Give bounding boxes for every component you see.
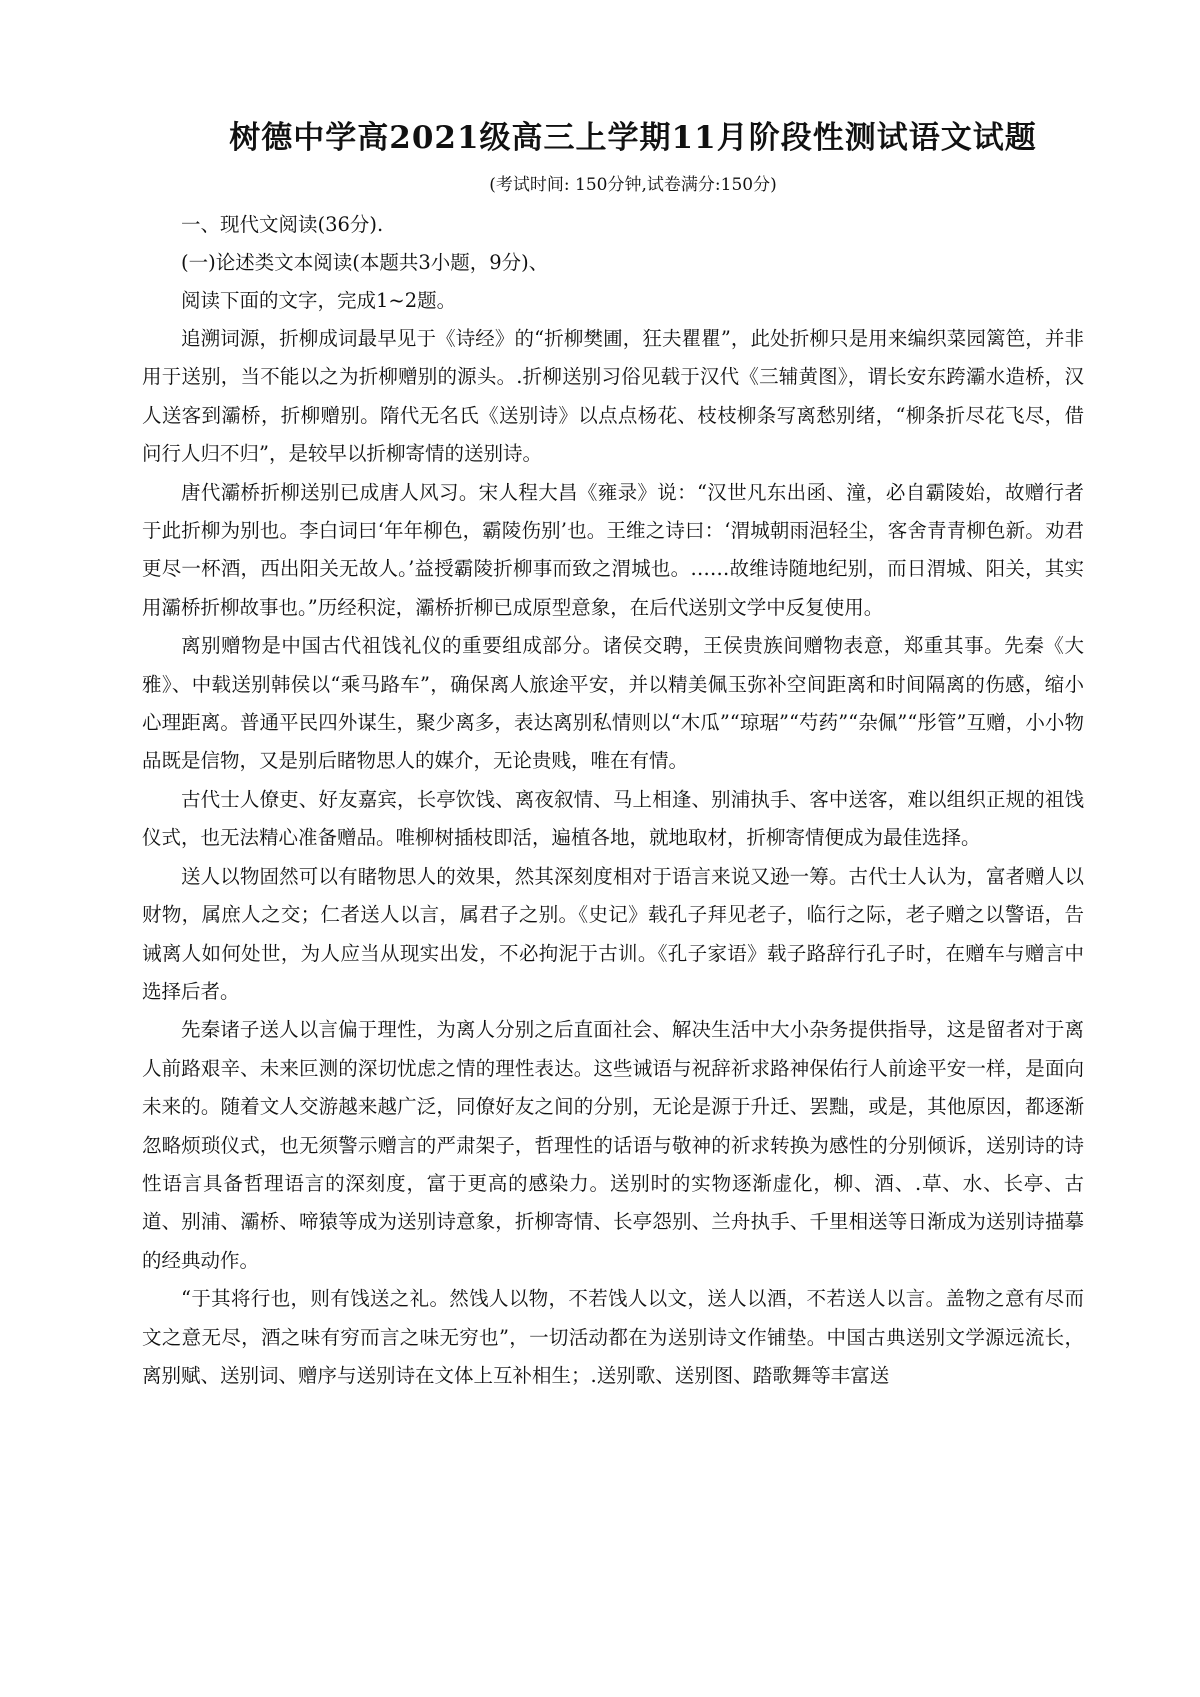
paragraph-3: 离别赠物是中国古代祖饯礼仪的重要组成部分。诸侯交聘，王侯贵族间赠物表意，郑重其事。先秦《大雅》、中载送别韩侯以“乘马路车”，确保离人旅途平安，并以精美佩玉弥补空间距离和时间隔离的伤感，缩小心理距离。普通平民四外谋生，聚少离多，表达离别私情则以“木瓜”“琼琚”“芍药”“杂佩”“彤管”互赠，小小物品既是信物，又是别后睹物思人的媒介，无论贵贱，唯在有情。 [142,634,1084,773]
paragraph-2: 唐代灞桥折柳送别已成唐人风习。宋人程大昌《雍录》说：“汉世凡东出函、潼，必自霸陵始，故赠行者于此折柳为别也。李白词曰‘年年柳色，霸陵伤别’也。王维之诗曰：‘渭城朝雨浥轻尘，客舍青青柳色新。劝君更尽一杯酒，西出阳关无故人。’益授霸陵折柳事而致之渭城也。……故维诗随地纪别，而日渭城、阳关，其实用灞桥折柳故事也。”历经积淀，灞桥折柳已成原型意象，在后代送别文学中反复使用。 [142,480,1084,619]
paragraph-4: 古代士人僚吏、好友嘉宾，长亭饮饯、离夜叙情、马上相逢、别浦执手、客中送客，难以组织正规的祖饯仪式，也无法精心准备赠品。唯柳树插枝即活，遍植各地，就地取材，折柳寄情便成为最佳选择。 [142,787,1084,850]
paragraph-6: 先秦诸子送人以言偏于理性，为离人分别之后直面社会、解决生活中大小杂务提供指导，这是留者对于离人前路艰辛、未来叵测的深切忧虑之情的理性表达。这些诫语与祝辞祈求路神保佑行人前途平安一样，是面向未来的。随着文人交游越来越广泛，同僚好友之间的分别，无论是源于升迁、罢黜，或是，其他原因，都逐渐忽略烦琐仪式，也无须警示赠言的严肃架子，哲理性的话语与敬神的祈求转换为感性的分别倾诉，送别诗的诗性语言具备哲理语言的深刻度，富于更高的感染力。送别时的实物逐渐虚化，柳、酒、.草、水、长亭、古道、别浦、灞桥、啼猿等成为送别诗意象，折柳寄情、长亭怨别、兰舟执手、千里相送等日渐成为送别诗描摹的经典动作。 [142,1018,1084,1272]
section-heading: 一、现代文阅读(36分). [181,213,384,236]
paragraph-5: 送人以物固然可以有睹物思人的效果，然其深刻度相对于语言来说又逊一筹。古代士人认为，富者赠人以财物，属庶人之交；仁者送人以言，属君子之别。《史记》载孔子拜见老子，临行之际，老子赠之以警语，告诫离人如何处世，为人应当从现实出发，不必拘泥于古训。《孔子家语》载子路辞行孔子时，在赠车与赠言中选择后者。 [142,864,1084,1003]
reading-instruction: 阅读下面的文字，完成1~2题。 [181,289,457,312]
paragraph-1: 追溯词源，折柳成词最早见于《诗经》的“折柳樊圃，狂夫瞿瞿”，此处折柳只是用来编织菜园篱笆，并非用于送别，当不能以之为折柳赠别的源头。.折柳送别习俗见载于汉代《三辅黄图》，谓长安东跨灞水造桥，汉人送客到灞桥，折柳赠别。隋代无名氏《送别诗》以点点杨花、枝枝柳条写离愁别绪，“柳条折尽花飞尽，借问行人归不归”，是较早以折柳寄情的送别诗。 [142,327,1084,466]
subsection-heading: (一)论述类文本阅读(本题共3小题，9分)、 [181,251,549,274]
exam-subtitle: (考试时间: 150分钟,试卷满分:150分) [489,175,777,195]
exam-title: 树德中学高2021级高三上学期11月阶段性测试语文试题 [229,120,1037,156]
paragraph-7: “于其将行也，则有饯送之礼。然饯人以物，不若饯人以文，送人以酒，不若送人以言。盖物之意有尽而文之意无尽，酒之味有穷而言之味无穷也”，一切活动都在为送别诗文作铺垫。中国古典送别文学源远流长，离别赋、送别词、赠序与送别诗在文体上互补相生；.送别歌、送别图、踏歌舞等丰富送 [142,1287,1084,1387]
